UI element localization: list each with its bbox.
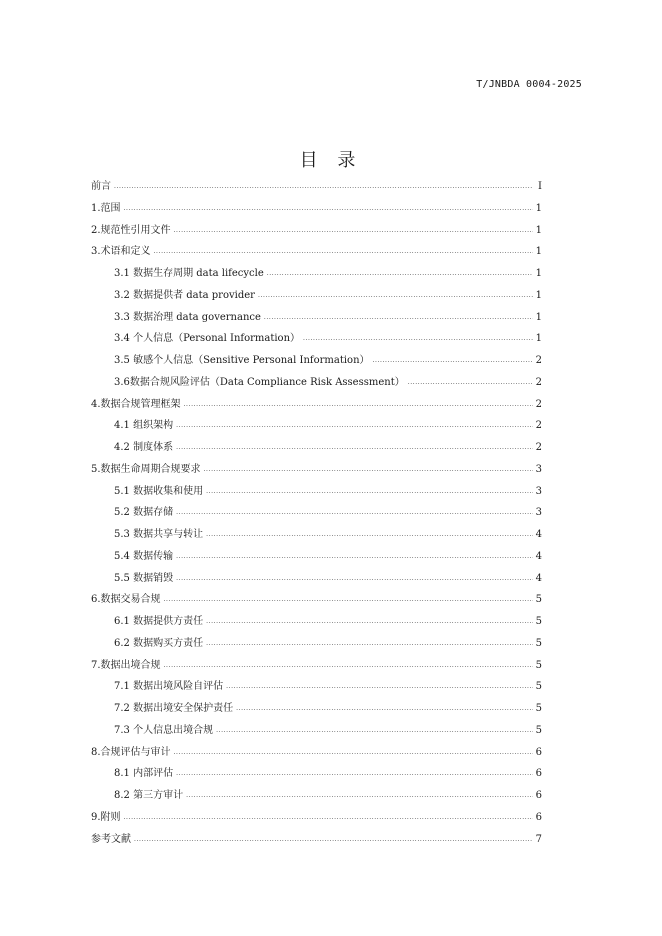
toc-entry[interactable] <box>91 698 542 720</box>
toc-entry-page: 4 <box>535 572 542 584</box>
toc-entry-page: 6 <box>535 811 542 823</box>
toc-entry-label: 7.3 个人信息出境合规 <box>114 724 214 736</box>
toc-leader-dots <box>176 502 533 524</box>
toc-leader-dots <box>373 350 533 372</box>
toc-entry-page: 2 <box>535 442 542 453</box>
toc-entry[interactable] <box>91 829 542 851</box>
toc-leader-dots <box>124 198 533 220</box>
toc-entry[interactable] <box>91 459 542 481</box>
toc-entry[interactable] <box>91 220 542 242</box>
toc-entry-page: 3 <box>535 485 542 497</box>
toc-entry-label: 9.附则 <box>91 811 121 823</box>
toc-entry-label: 5.3 数据共享与转让 <box>114 529 204 540</box>
toc-entry-page: 5 <box>535 637 542 649</box>
toc-entry-page: I <box>538 181 542 192</box>
toc-entry[interactable] <box>91 720 542 742</box>
toc-entry-label: 4.数据合规管理框架 <box>91 398 181 410</box>
toc-entry-page: 1 <box>535 246 542 258</box>
toc-entry[interactable] <box>91 285 542 307</box>
toc-entry-label: 2.规范性引用文件 <box>91 224 171 236</box>
toc-leader-dots <box>124 807 533 829</box>
toc-leader-dots <box>186 785 533 807</box>
toc-entry-page: 2 <box>535 355 542 366</box>
toc-entry-label: 3.6数据合规风险评估（Data Compliance Risk Assessment） <box>114 376 405 388</box>
toc-leader-dots <box>303 328 533 350</box>
toc-entry-label: 7.数据出境合规 <box>91 659 161 671</box>
toc-leader-dots <box>236 698 533 720</box>
toc-entry-label: 8.合规评估与审计 <box>91 746 171 758</box>
toc-entry[interactable] <box>91 763 542 785</box>
toc-leader-dots <box>206 633 533 655</box>
toc-entry-page: 1 <box>535 202 542 214</box>
toc-entry-label: 5.数据生命周期合规要求 <box>91 463 201 475</box>
toc-leader-dots <box>216 720 533 742</box>
toc-entry[interactable] <box>91 785 542 807</box>
toc-entry-label: 3.2 数据提供者 data provider <box>114 289 255 301</box>
toc-entry-page: 7 <box>535 833 542 845</box>
toc-leader-dots <box>264 307 533 329</box>
toc-leader-dots <box>176 437 533 459</box>
toc-entry-label: 6.数据交易合规 <box>91 594 161 606</box>
toc-entry-label: 8.2 第三方审计 <box>114 790 184 801</box>
toc-leader-dots <box>184 394 533 416</box>
toc-entry-page: 2 <box>535 376 542 388</box>
toc-entry-label: 3.5 敏感个人信息（Sensitive Personal Information） <box>114 355 370 366</box>
toc-entry[interactable] <box>91 176 542 198</box>
toc-entry[interactable] <box>91 676 542 698</box>
toc-entry[interactable] <box>91 481 542 503</box>
toc-entry[interactable] <box>91 263 542 285</box>
toc-entry[interactable] <box>91 241 542 263</box>
toc-leader-dots <box>206 524 533 546</box>
toc-leader-dots <box>408 372 533 394</box>
toc-leader-dots <box>114 176 533 198</box>
toc-entry-page: 1 <box>535 268 542 279</box>
toc-entry-label: 4.2 制度体系 <box>114 442 174 453</box>
toc-entry[interactable] <box>91 807 542 829</box>
toc-entry[interactable] <box>91 568 542 590</box>
toc-leader-dots <box>176 763 533 785</box>
toc-entry[interactable] <box>91 198 542 220</box>
toc-entry-label: 8.1 内部评估 <box>114 768 174 780</box>
toc-entry-page: 1 <box>535 289 542 301</box>
toc-entry[interactable] <box>91 328 542 350</box>
toc-entry[interactable] <box>91 655 542 677</box>
toc-entry[interactable] <box>91 611 542 633</box>
toc-leader-dots <box>154 241 533 263</box>
toc-entry[interactable] <box>91 502 542 524</box>
toc-leader-dots <box>206 611 533 633</box>
toc-leader-dots <box>206 481 533 503</box>
toc-entry-label: 6.2 数据购买方责任 <box>114 637 204 649</box>
toc-entry-label: 5.4 数据传输 <box>114 550 174 562</box>
toc-entry-page: 5 <box>535 594 542 606</box>
toc-leader-dots <box>258 285 533 307</box>
toc-leader-dots <box>176 415 533 437</box>
toc-entry-label: 4.1 组织架构 <box>114 420 174 432</box>
toc-entry[interactable] <box>91 350 542 372</box>
toc-leader-dots <box>267 263 533 285</box>
toc-leader-dots <box>176 568 533 590</box>
page-title: 目 录 <box>299 150 363 171</box>
toc-entry-page: 5 <box>535 659 542 671</box>
toc-entry-page: 4 <box>535 550 542 562</box>
toc-entry-page: 1 <box>535 333 542 345</box>
toc-entry-label: 3.3 数据治理 data governance <box>114 311 261 323</box>
standard-code: T/JNBDA 0004-2025 <box>476 79 582 90</box>
toc-leader-dots <box>204 459 533 481</box>
toc-leader-dots <box>174 742 533 764</box>
toc-entry[interactable] <box>91 372 542 394</box>
toc-entry-page: 5 <box>535 616 542 627</box>
toc-entry-page: 3 <box>535 463 542 475</box>
toc-entry-page: 2 <box>535 398 542 410</box>
toc-entry-page: 6 <box>535 790 542 801</box>
toc-entry[interactable] <box>91 589 542 611</box>
toc-entry[interactable] <box>91 742 542 764</box>
toc-entry-page: 2 <box>535 420 542 432</box>
toc-entry[interactable] <box>91 307 542 329</box>
toc-entry-label: 参考文献 <box>91 833 131 845</box>
toc-entry-label: 3.术语和定义 <box>91 246 151 258</box>
toc-entry-page: 5 <box>535 724 542 736</box>
toc-entry-label: 1.范围 <box>91 202 121 214</box>
toc-entry[interactable] <box>91 633 542 655</box>
table-of-contents <box>91 176 542 850</box>
toc-leader-dots <box>174 220 533 242</box>
toc-entry-label: 前言 <box>91 181 111 192</box>
toc-entry[interactable] <box>91 546 542 568</box>
toc-entry-page: 1 <box>535 224 542 236</box>
toc-entry-page: 1 <box>535 311 542 323</box>
toc-leader-dots <box>226 676 533 698</box>
toc-leader-dots <box>164 655 533 677</box>
toc-entry[interactable] <box>91 437 542 459</box>
toc-entry-page: 4 <box>535 529 542 540</box>
toc-entry-page: 3 <box>535 507 542 519</box>
toc-entry-label: 3.1 数据生存周期 data lifecycle <box>114 268 264 279</box>
toc-entry-label: 5.5 数据销毁 <box>114 572 174 584</box>
toc-entry-page: 6 <box>535 768 542 780</box>
toc-entry[interactable] <box>91 415 542 437</box>
toc-entry[interactable] <box>91 394 542 416</box>
toc-entry[interactable] <box>91 524 542 546</box>
toc-entry-page: 6 <box>535 746 542 758</box>
toc-leader-dots <box>134 829 533 851</box>
toc-entry-label: 7.2 数据出境安全保护责任 <box>114 703 234 714</box>
toc-leader-dots <box>164 589 533 611</box>
toc-entry-label: 5.2 数据存储 <box>114 507 174 519</box>
toc-entry-page: 5 <box>535 703 542 714</box>
toc-leader-dots <box>176 546 533 568</box>
toc-entry-label: 6.1 数据提供方责任 <box>114 616 204 627</box>
toc-entry-page: 5 <box>535 681 542 693</box>
toc-entry-label: 7.1 数据出境风险自评估 <box>114 681 224 693</box>
toc-entry-label: 5.1 数据收集和使用 <box>114 485 204 497</box>
toc-entry-label: 3.4 个人信息（Personal Information） <box>114 333 301 345</box>
